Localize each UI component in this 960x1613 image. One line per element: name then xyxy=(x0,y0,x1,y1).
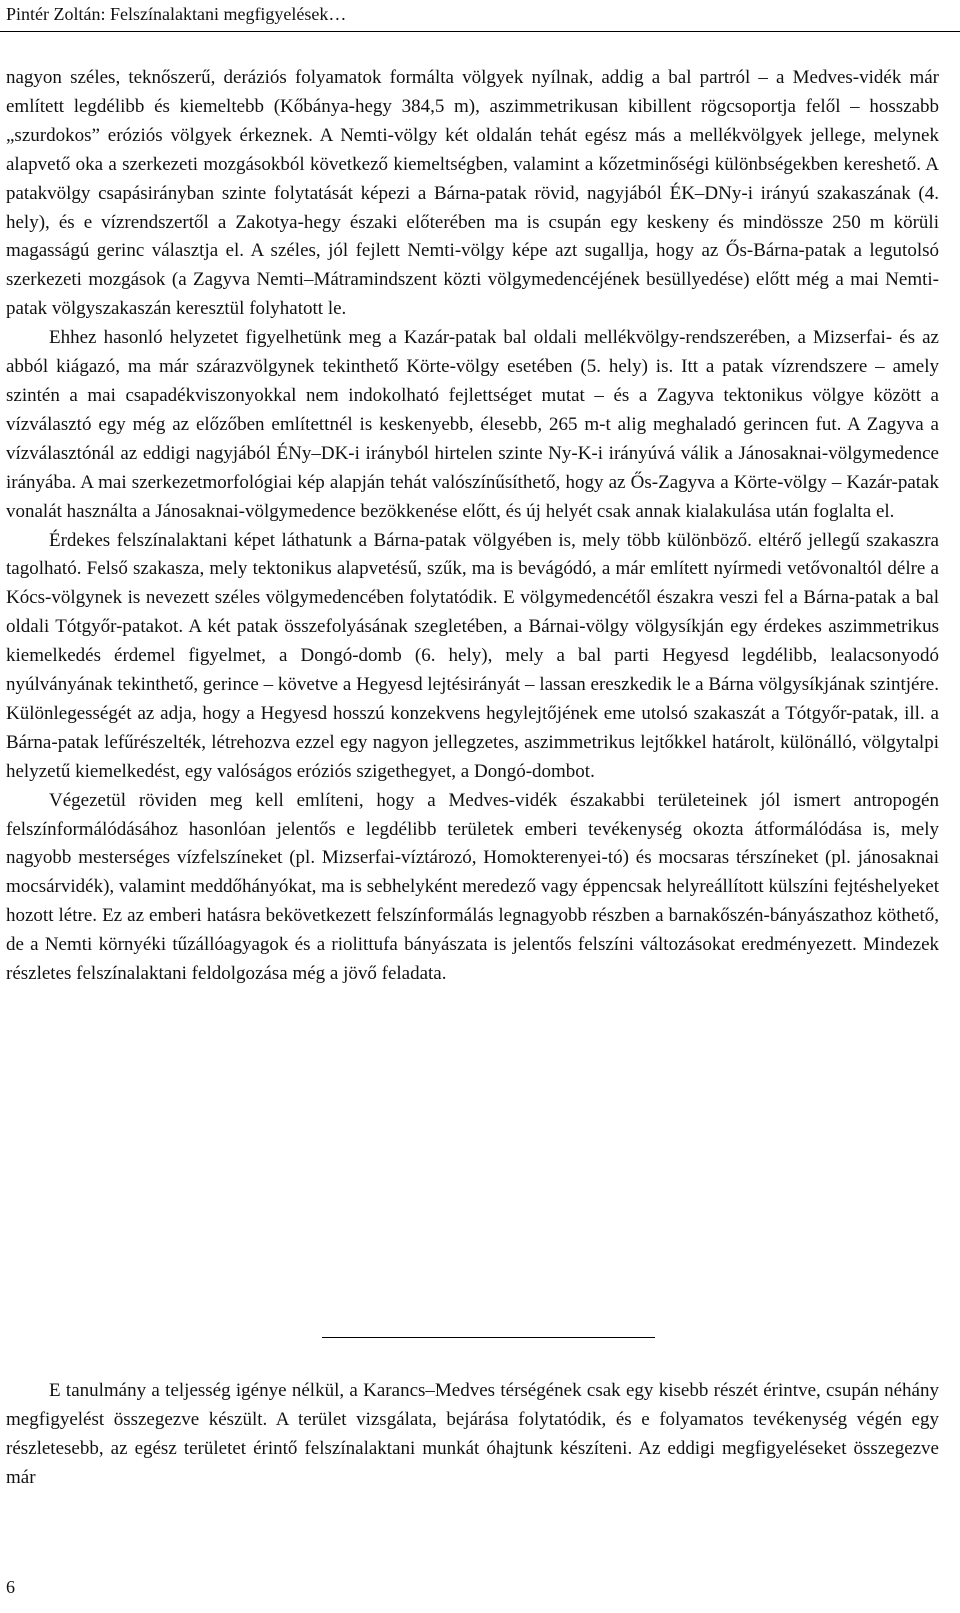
paragraph: Ehhez hasonló helyzetet figyelhetünk meg a Kazár-patak bal oldali mellékvölgy-rendszerében, a Mizserfai- és az abból kiágazó, ma már szárazvölgynek tekinthető Körte-völgy esetében (5. hely) is. Itt a patak vízrendszere – amely szintén a mai csapadékviszonyokkal nem indokolható fejlettséget mutat – és a Zagyva tektonikus völgye között a vízválasztó egy még az előzőben említettnél is keskenyebb, élesebb, 265 m-t alig meghaladó gerincen fut. A Zagyva a vízválasztónál az eddigi nagyjából ÉNy–DK-i irányból hirtelen szinte Ny-K-i irányúvá válik a Jánosaknai-völgymedence irányába. A mai szerkezetmorfológiai kép alapján tehát valószínűsíthető, hogy az Ős-Zagyva a Körte-völgy – Kazár-patak vonalát használta a Jánosaknai-völgymedence bezökkenése előtt, és új helyét csak annak kialakulása után foglalta el. xyxy=(6,327,939,522)
page-number: 6 xyxy=(6,1577,15,1597)
main-text xyxy=(6,64,939,989)
paragraph: Végezetül röviden meg kell említeni, hogy a Medves-vidék északabbi területeinek jól ismert antropogén felszínformálódásához hasonlóan jelentős e legdélibb területek emberi tevékenység okozta átformálódása is, mely nagyobb mesterséges vízfelszíneket (pl. Mizserfai-víztározó, Homokterenyei-tó) és mocsaras térszíneket (pl. jánosaknai mocsárvidék), valamint meddőhányókat, ma is sebhelyként meredező vagy éppencsak helyreállított külszíni fejtéshelyeket hozott létre. Ez az emberi hatásra bekövetkezett felszínformálás legnagyobb részben a barnakőszén-bányászathoz köthető, de a Nemti környéki tűzállóagyagok és a riolittufa bányászata is jelentős felszíni változásokat eredményezett. Mindezek részletes felszínalaktani feldolgozása még a jövő feladata. xyxy=(6,789,939,985)
header-divider xyxy=(0,31,960,32)
section-divider xyxy=(322,1337,655,1338)
paragraph: Érdekes felszínalaktani képet láthatunk a Bárna-patak völgyében is, mely több különböző. eltérő jellegű szakaszra tagolható. Felső szakasza, mely tektonikus alapvetésű, szűk, ma is bevágódó, a már említett nyírmedi vetővonaltól délre a Kócs-völgynek is nevezett széles völgymedencében folytatódik. E völgymedencétől északra veszi fel a Bárna-patak a bal oldali Tótgyőr-patakot. A két patak összefolyásának szegletében, a Bárnai-völgy völgysíkján egy érdekes aszimmetrikus kiemelkedés érdemel figyelmet, a Dongó-domb (6. hely), mely a bal parti Hegyesd legdélibb, lealacsonyodó nyúlványának tekinthető, gerince – követve a Hegyesd lejtésirányát – lassan ereszkedik le a Bárna völgysíkjának szintjére. Különlegességét az adja, hogy a Hegyesd hosszú konzekvens hegylejtőjének eme utolsó szakaszát a Tótgyőr-patak, ill. a Bárna-patak lefűrészelték, létrehozva ezzel egy nagyon jellegzetes, aszimmetrikus lejtőkkel határolt, különálló, völgytalpi helyzetű kiemelkedést, egy valóságos eróziós szigethegyet, a Dongó-dombot. xyxy=(6,529,939,782)
running-header: Pintér Zoltán: Felszínalaktani megfigyelések… xyxy=(6,4,347,24)
paragraph: nagyon széles, teknőszerű, deráziós folyamatok formálta völgyek nyílnak, addig a bal partról – a Medves-vidék már említett legdélibb és kiemeltebb (Kőbánya-hegy 384,5 m), aszimmetrikusan kibillent rögcsoportja felől – hosszabb „szurdokos” eróziós völgyek érkeznek. A Nemti-völgy két oldalán tehát egész más a mellékvölgyek jellege, melynek alapvető oka a szerkezeti mozgásokból következő kiemeltségben, valamint a kőzetminőségi különbségekben kereshető. A patakvölgy csapásirányban szinte folytatását képezi a Bárna-patak rövid, nagyjából ÉK–DNy-i irányú szakaszának (4. hely), és e vízrendszertől a Zakotya-hegy északi előterében ma is csupán egy keskeny és mindössze 250 m körüli magasságú gerinc választja el. A széles, jól fejlett Nemti-völgy képe azt sugallja, hogy az Ős-Bárna-patak a legutolsó szerkezeti mozgások (a Zagyva Nemti–Mátramindszent közti völgymedencéjének besüllyedése) előtt még a mai Nemti-patak völgyszakaszán keresztül folyhatott le. xyxy=(6,67,939,320)
closing-paragraph: E tanulmány a teljesség igénye nélkül, a Karancs–Medves térségének csak egy kisebb részét érintve, csupán néhány megfigyelést összegezve készült. A terület vizsgálata, bejárása folytatódik, és e folyamatos tevékenység végén egy részletesebb, az egész területet érintő felszínalaktani munkát óhajtunk készíteni. Az eddigi megfigyeléseket összegezve már xyxy=(6,1380,939,1488)
